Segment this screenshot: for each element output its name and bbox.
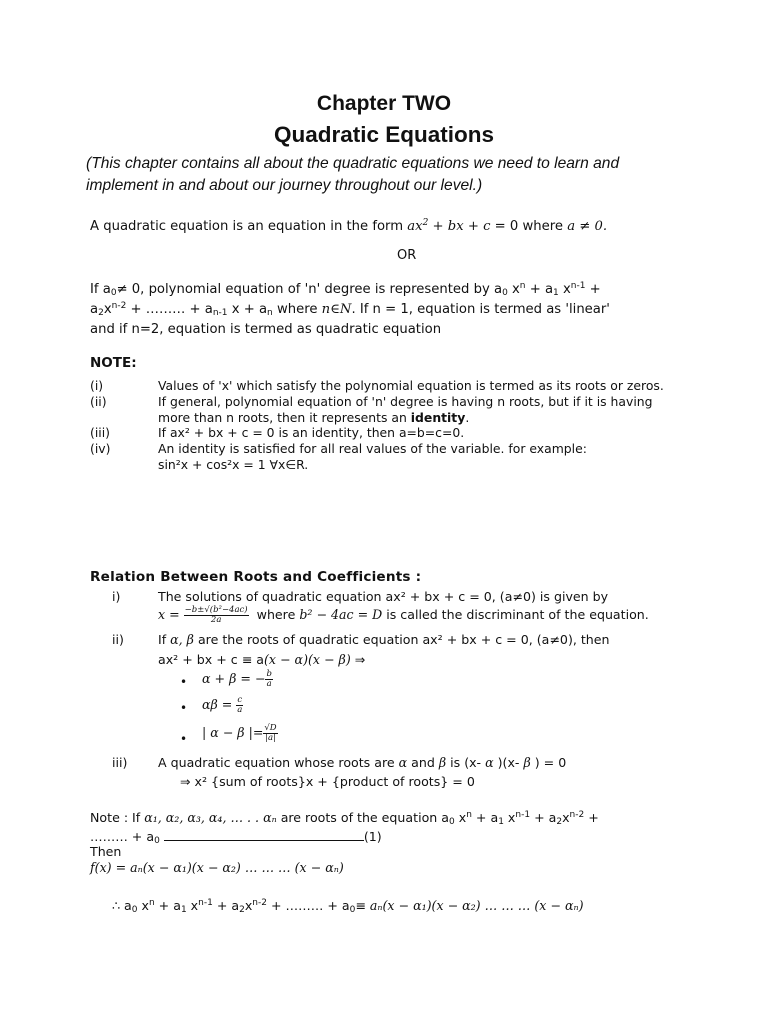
sub-0f: 0: [349, 905, 356, 915]
product-fraction: [236, 696, 243, 715]
sup-n-b: n: [466, 810, 472, 820]
note-text-2a: more than n roots, then it represents an: [158, 410, 411, 425]
difference-of-roots: [202, 724, 278, 743]
relation-heading: Relation Between Roots and Coefficients :: [90, 569, 422, 585]
formula-numerator: −b±√(b²−4ac): [184, 605, 248, 615]
iii-c: )(x-: [493, 755, 524, 770]
sub-0: 0: [110, 288, 117, 298]
discriminant-expr: b² − 4ac = D: [299, 607, 383, 622]
sub-2b: 2: [556, 817, 563, 827]
sum-fraction: [265, 670, 272, 689]
intro-line-1: (This chapter contains all about the quadratic equations we need to learn and: [86, 155, 620, 172]
relation-num-ii: ii): [112, 632, 124, 647]
identity-rhs: aₙ(x − α₁)(x − α₂) … … … (x − αₙ): [369, 898, 584, 913]
sum-lhs: α + β = −: [202, 671, 266, 686]
beta-2: β: [523, 755, 531, 770]
definition-lead: A quadratic equation is an equation in the form: [90, 219, 408, 234]
product-num: c: [237, 695, 243, 705]
poly-line-1: If $a_0\ne 0$, polynomial equation of 'n' degree is represented by $a_0$ $x^n + a_1$ $x^{n-1}$ +: [90, 281, 601, 298]
identity-term: identity: [410, 410, 466, 425]
fx-factored: f(x) = aₙ(x − α₁)(x − α₂) … … … (x − αₙ): [90, 860, 344, 875]
relation-ii-line-2: [158, 652, 365, 667]
note-num: (iv): [90, 441, 111, 456]
disc-tail: is called the discriminant of the equation.: [382, 607, 649, 622]
relation-iii-text: [158, 755, 566, 770]
relation-i-text: The solutions of quadratic equation ax² + bx + c = 0, (a≠0) is given by: [158, 589, 609, 604]
quadratic-formula-fraction: [184, 606, 249, 625]
formula-x: x =: [158, 607, 184, 622]
ii-line2b: (x − α)(x − β): [263, 652, 351, 667]
sup-n1-b: n-1: [515, 810, 531, 820]
product-den: a: [237, 705, 243, 715]
iii-d: ) = 0: [530, 755, 567, 770]
note-num: (ii): [90, 394, 107, 409]
relation-num-iii: iii): [112, 755, 128, 770]
formula-denominator: 2a: [210, 615, 222, 625]
diff-den: |a|: [265, 733, 276, 743]
note-text: If general, polynomial equation of 'n' degree is having n roots, but if it is having: [158, 394, 653, 409]
ii-line2a: ax² + bx + c ≡ a: [158, 652, 264, 667]
chapter-intro: [86, 153, 686, 197]
product-lhs: αβ =: [202, 697, 237, 712]
sum-of-roots: [202, 670, 273, 689]
sum-num: b: [266, 669, 272, 679]
sub-1c: 1: [180, 905, 187, 915]
therefore: ∴ a: [112, 898, 132, 913]
poly-line-3: and if n=2, equation is termed as quadratic equation: [90, 322, 442, 337]
final-note-line: Note : If α₁, α₂, α₃, α₄, … . . αₙ are roots of the equation $a_0$ $x^n + a_1$ $x^{n-1} + a_2x^{n-2}$ +: [90, 810, 599, 827]
definition-line: A quadratic equation is an equation in the form $ax^2$ + bx + c = 0 where a ≠ 0.: [90, 218, 608, 234]
poly-tail: . If n = 1, equation is termed as 'linear': [351, 302, 610, 317]
bullet-dot: •: [180, 701, 188, 715]
final-note-mid: are roots of the equation a: [276, 810, 449, 825]
diff-num: √D: [264, 723, 277, 733]
disc-where: where: [256, 607, 300, 622]
sub-1: 1: [553, 288, 559, 298]
poly-if: If a: [90, 282, 111, 297]
chapter-subject: Quadratic Equations: [273, 122, 495, 147]
sub-1b: 1: [498, 817, 504, 827]
product-of-roots: [202, 696, 243, 715]
sub-n1: n-1: [212, 308, 228, 318]
bullet-dot: •: [180, 732, 188, 746]
ii-line2c: ⇒: [350, 652, 366, 667]
sup-n2-c: n-2: [252, 898, 267, 908]
sub-n: n: [267, 308, 273, 318]
note-text: An identity is satisfied for all real values of the variable. for example:: [158, 441, 587, 456]
sup-n1-c: n-1: [198, 898, 213, 908]
iii-b: is (x-: [446, 755, 486, 770]
n-in-N: n∈N: [321, 302, 352, 317]
chapter-title: Chapter TWO: [316, 92, 452, 115]
note-text-2b: .: [465, 410, 470, 425]
quadratic-form: $ax^2$ + bx + c: [407, 218, 491, 234]
or-separator: OR: [397, 248, 417, 263]
note-num: (iii): [90, 425, 110, 440]
sup-n2-b: n-2: [569, 810, 585, 820]
note-heading: NOTE:: [90, 355, 137, 371]
intro-line-2: implement in and about our journey throughout our level.): [86, 177, 483, 194]
poly-mid: + ……… + a: [126, 302, 213, 317]
alpha-2: α: [485, 755, 494, 770]
definition-condition: a ≠ 0.: [567, 219, 608, 234]
relation-iii-line-2: ⇒ x² {sum of roots}x + {product of roots} = 0: [180, 774, 475, 789]
roots-list: α₁, α₂, α₃, α₄, … . . αₙ: [144, 810, 277, 825]
ii-a: If: [158, 632, 171, 647]
relation-ii-text: [158, 632, 610, 647]
bullet-dot: •: [180, 675, 188, 689]
and: and: [407, 755, 439, 770]
poly-where: where: [272, 302, 322, 317]
sub-0b: 0: [502, 288, 508, 298]
blank-underline: [164, 831, 364, 841]
alpha-beta: α, β: [170, 632, 194, 647]
quadratic-formula-line: [158, 606, 649, 625]
cont-a: ……… + a: [90, 829, 155, 844]
note-text: Values of 'x' which satisfy the polynomial equation is termed as its roots or zeros.: [158, 378, 664, 393]
note-num: (i): [90, 378, 104, 393]
iii-a: A quadratic equation whose roots are: [158, 755, 399, 770]
final-note-lead: Note : If: [90, 810, 145, 825]
ii-b: are the roots of quadratic equation ax² + bx + c = 0, (a≠0), then: [193, 632, 610, 647]
sup-n1: n-1: [570, 281, 586, 291]
note-example: sin²x + cos²x = 1 ∀x∈R.: [158, 457, 309, 472]
sup-n: n: [519, 281, 526, 291]
therefore-line: ∴ $a_0$ $x^n + a_1$ $x^{n-1} + a_2x^{n-2}$ + ……… + $a_0\equiv a_n(x - \alpha_1)(x - \alpha_2)$ … … … (x − αₙ): [112, 898, 584, 915]
sub-0d: 0: [154, 836, 160, 846]
sub-0e: 0: [131, 905, 138, 915]
equation-number: (1): [363, 829, 382, 844]
sub-0c: 0: [448, 817, 455, 827]
then-label: Then: [90, 844, 122, 859]
sum-den: a: [266, 679, 272, 689]
beta: β: [438, 755, 447, 770]
sub-2c: 2: [239, 905, 245, 915]
sup-n2: n-2: [111, 301, 127, 311]
final-note-cont: [90, 827, 382, 847]
definition-where: where: [518, 219, 568, 234]
poly-def: ≠ 0, polynomial equation of 'n' degree is represented by a: [116, 282, 503, 297]
note-text: If ax² + bx + c = 0 is an identity, then a=b=c=0.: [158, 425, 465, 440]
note-text-cont: [158, 410, 469, 426]
diff-fraction: [263, 724, 277, 743]
sub-2: 2: [98, 308, 104, 318]
poly-line-2: $a_2x^{n-2}$ + ……… + $a_{n-1}$ $x + a_n$ where n∈N. If n = 1, equation is termed as 'linear': [90, 301, 610, 318]
diff-lhs: | α − β |=: [202, 725, 264, 740]
sup-n-c: n: [148, 898, 155, 908]
relation-num-i: i): [112, 589, 121, 604]
alpha: α: [398, 755, 408, 770]
